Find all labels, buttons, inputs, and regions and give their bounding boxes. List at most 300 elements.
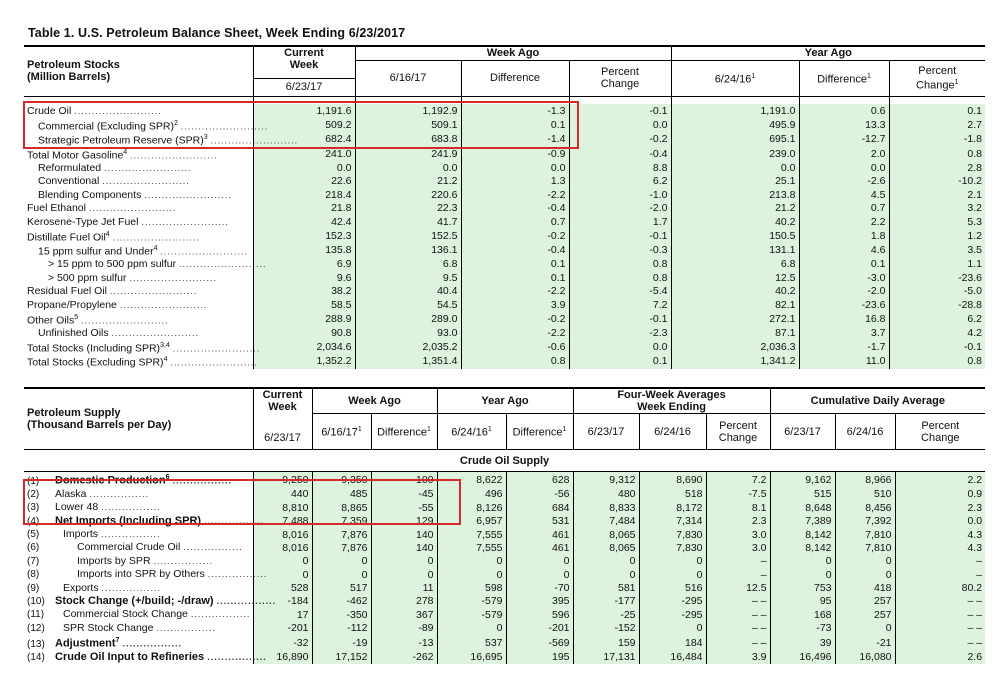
cell-cur: 152.3 [253, 229, 355, 244]
cell-wa: -462 [312, 595, 371, 608]
cell-cu1: 515 [770, 488, 835, 501]
row-label: Reformulated ......................... [38, 161, 192, 174]
cell-cu1: 16,496 [770, 651, 835, 664]
cell-yad: 0.1 [799, 258, 889, 272]
cell-cup: 0.0 [895, 514, 985, 527]
cell-cu1: 753 [770, 581, 835, 594]
cell-wa: 485 [312, 488, 371, 501]
cell-wa: 7,876 [312, 541, 371, 554]
cell-fwp: – – [706, 595, 770, 608]
four-week-header: Four-Week Averages Week Ending [573, 388, 770, 414]
cell-cur: 9.6 [253, 271, 355, 285]
cell-cu2: 418 [835, 581, 895, 594]
cell-yad: -569 [506, 635, 573, 651]
cell-cu2: 7,392 [835, 514, 895, 527]
cell-fw2: 7,830 [639, 528, 706, 541]
cell-wa: 22.3 [355, 202, 461, 216]
row-label: Other Oils$^5$ ......................... [27, 313, 169, 326]
row-label: (10) Stock Change (+/build; -/draw) ................. [27, 594, 277, 607]
cell-cu1: 39 [770, 635, 835, 651]
cell-cup: 4.3 [895, 541, 985, 554]
cell-wa: 509.1 [355, 118, 461, 133]
cell-wap: -0.3 [569, 243, 671, 258]
row-label: (1) Domestic Production$^6$ ................. [27, 474, 233, 487]
cell-ya: 7,555 [437, 528, 506, 541]
cell-wad: -13 [371, 635, 437, 651]
table-row [24, 175, 985, 189]
cell-cu2: 0 [835, 622, 895, 635]
cell-wad: 367 [371, 608, 437, 621]
cell-fw1: 7,484 [573, 514, 639, 527]
cell-ya: 537 [437, 635, 506, 651]
cell-yad: -12.7 [799, 132, 889, 147]
wa-date-header: 6/16/17 [355, 60, 461, 96]
row-label: > 15 ppm to 500 ppm sulfur ......................... [48, 258, 267, 271]
cell-fw1: 8,065 [573, 528, 639, 541]
row-label: (6) Commercial Crude Oil ................. [27, 541, 243, 554]
cell-cup: – – [895, 608, 985, 621]
table-row [24, 188, 985, 202]
cell-yap: 2.8 [889, 161, 985, 175]
cell-cu1: 0 [770, 568, 835, 581]
cell-wa: 220.6 [355, 188, 461, 202]
cell-cur: 42.4 [253, 215, 355, 229]
cell-cu1: 8,142 [770, 541, 835, 554]
cell-wa: 7,876 [312, 528, 371, 541]
cell-cu2: 257 [835, 595, 895, 608]
supply-table [24, 387, 985, 664]
cell-fw2: -295 [639, 595, 706, 608]
cell-yap: 4.2 [889, 326, 985, 340]
cell-yap: 2.7 [889, 118, 985, 133]
cell-wad: -1.4 [461, 132, 569, 147]
cell-ya: 1,341.2 [671, 354, 799, 369]
cell-yad: 628 [506, 472, 573, 488]
current-date-header: 6/23/17 [253, 78, 355, 96]
cell-wap: 0.1 [569, 354, 671, 369]
cell-ya: -579 [437, 595, 506, 608]
cell-yad: 0.0 [799, 161, 889, 175]
cell-fwp: – – [706, 635, 770, 651]
cell-ya: 0 [437, 555, 506, 568]
cell-wa: 0 [312, 568, 371, 581]
supply-header-label: Petroleum Supply (Thousand Barrels per Day) [24, 388, 253, 450]
cell-fw2: 8,172 [639, 501, 706, 514]
row-label: (9) Exports ................. [27, 581, 162, 594]
cell-wa: 241.9 [355, 147, 461, 162]
cell-yap: -23.6 [889, 271, 985, 285]
cell-yad: 195 [506, 651, 573, 664]
cell-yad: -56 [506, 488, 573, 501]
cell-yad: 531 [506, 514, 573, 527]
cell-cur: -201 [253, 622, 312, 635]
cell-cu2: 7,810 [835, 528, 895, 541]
cell-cur: 2,034.6 [253, 340, 355, 355]
cell-wa: 8,865 [312, 501, 371, 514]
cell-wap: -0.4 [569, 147, 671, 162]
cell-wa: 41.7 [355, 215, 461, 229]
cell-yad: 461 [506, 528, 573, 541]
cell-cur: 8,810 [253, 501, 312, 514]
cell-ya: 6.8 [671, 258, 799, 272]
cell-cu1: 9,162 [770, 472, 835, 488]
fw-date2-header: 6/24/16 [639, 414, 706, 450]
cell-wap: -1.0 [569, 188, 671, 202]
cell-wad: -0.2 [461, 229, 569, 244]
cell-wa: -19 [312, 635, 371, 651]
row-label: > 500 ppm sulfur ......................... [48, 271, 217, 284]
cell-fw1: 0 [573, 555, 639, 568]
cell-yad: 395 [506, 595, 573, 608]
cell-wad: 0.7 [461, 215, 569, 229]
cell-wa: 152.5 [355, 229, 461, 244]
cell-fwp: – – [706, 622, 770, 635]
cell-yad: 2.2 [799, 215, 889, 229]
cell-cur: 8,016 [253, 541, 312, 554]
cell-fw2: 16,484 [639, 651, 706, 664]
cell-wad: -2.2 [461, 285, 569, 299]
cell-wap: -2.0 [569, 202, 671, 216]
row-label: (8) Imports into SPR by Others ................. [27, 568, 268, 581]
row-label: 15 ppm sulfur and Under$^4$ ......................... [38, 245, 248, 258]
cell-yap: -1.8 [889, 132, 985, 147]
cell-ya: 21.2 [671, 202, 799, 216]
table-row [24, 285, 985, 299]
cell-cur: 288.9 [253, 312, 355, 327]
cell-wa: 136.1 [355, 243, 461, 258]
cell-fw1: 17,131 [573, 651, 639, 664]
supply-year-ago-header: Year Ago [437, 388, 573, 414]
cell-wap: -0.1 [569, 229, 671, 244]
table-row [24, 271, 985, 285]
cell-wad: -0.6 [461, 340, 569, 355]
table-row [24, 215, 985, 229]
cell-wap: 6.2 [569, 175, 671, 189]
cell-wa: -350 [312, 608, 371, 621]
cell-ya: 131.1 [671, 243, 799, 258]
cell-ya: 213.8 [671, 188, 799, 202]
cell-wap: -0.1 [569, 312, 671, 327]
cell-cu2: 16,080 [835, 651, 895, 664]
cell-wa: 289.0 [355, 312, 461, 327]
cell-ya: 239.0 [671, 147, 799, 162]
cell-cur: 58.5 [253, 298, 355, 312]
table-row [24, 568, 985, 581]
cell-cur: 135.8 [253, 243, 355, 258]
cell-cur: 528 [253, 581, 312, 594]
wa-pct-header: Percent Change [569, 60, 671, 96]
cell-wa: 40.4 [355, 285, 461, 299]
cell-fwp: 7.2 [706, 472, 770, 488]
cell-wa: -112 [312, 622, 371, 635]
cell-wap: 0.8 [569, 271, 671, 285]
cell-yap: 0.8 [889, 354, 985, 369]
table-row [24, 501, 985, 514]
cell-ya: 150.5 [671, 229, 799, 244]
cu-date2-header: 6/24/16 [835, 414, 895, 450]
cell-ya: 0 [437, 622, 506, 635]
cell-fw2: 518 [639, 488, 706, 501]
cell-fwp: 12.5 [706, 581, 770, 594]
cell-ya: 496 [437, 488, 506, 501]
cell-cu1: 168 [770, 608, 835, 621]
cell-wad: 129 [371, 514, 437, 527]
cell-ya: 25.1 [671, 175, 799, 189]
table-row [24, 147, 985, 162]
cell-yap: 3.2 [889, 202, 985, 216]
cell-wad: -0.4 [461, 243, 569, 258]
row-label: (13) Adjustment$^7$ ................. [27, 636, 182, 650]
cell-cu1: -73 [770, 622, 835, 635]
cell-wap: -2.3 [569, 326, 671, 340]
cu-pct-header: Percent Change [895, 414, 985, 450]
cell-wa: 517 [312, 581, 371, 594]
section-title: Crude Oil Supply [24, 450, 985, 472]
cumulative-header: Cumulative Daily Average [770, 388, 985, 414]
cell-yad: -3.0 [799, 271, 889, 285]
cell-wad: -89 [371, 622, 437, 635]
cell-ya: 598 [437, 581, 506, 594]
table-row [24, 243, 985, 258]
cell-wa: 6.8 [355, 258, 461, 272]
cell-yad: -2.6 [799, 175, 889, 189]
row-label: Total Motor Gasoline$^4$ ......................... [27, 148, 218, 161]
cell-ya: 16,695 [437, 651, 506, 664]
cell-cu2: 0 [835, 568, 895, 581]
cell-wad: 0 [371, 568, 437, 581]
cell-fw1: 8,065 [573, 541, 639, 554]
cell-wap: 8.8 [569, 161, 671, 175]
row-label: Kerosene-Type Jet Fuel ......................... [27, 215, 229, 228]
cell-yad: 16.8 [799, 312, 889, 327]
cell-fw2: -295 [639, 608, 706, 621]
cell-cur: 0 [253, 555, 312, 568]
cell-cur: 7,488 [253, 514, 312, 527]
table-row [24, 132, 985, 147]
cell-cup: 2.3 [895, 501, 985, 514]
cell-wa: 0.0 [355, 161, 461, 175]
table-row [24, 514, 985, 527]
table-row [24, 354, 985, 369]
cell-wa: 9.5 [355, 271, 461, 285]
cell-fw1: -152 [573, 622, 639, 635]
cell-cu1: 95 [770, 595, 835, 608]
table-row [24, 161, 985, 175]
ya-date-header: $6/24/16^1$ [671, 60, 799, 96]
cell-cur: 509.2 [253, 118, 355, 133]
stocks-header-label: Petroleum Stocks (Million Barrels) [24, 46, 253, 96]
cell-wad: 0 [371, 555, 437, 568]
cell-yap: 0.1 [889, 104, 985, 118]
current-week-header: Current Week [253, 46, 355, 78]
supply-ya-date-header: $6/24/16^1$ [437, 414, 506, 450]
table-row [24, 104, 985, 118]
table-row [24, 608, 985, 621]
cell-wad: 11 [371, 581, 437, 594]
row-label: Unfinished Oils ......................... [38, 326, 200, 339]
cell-ya: 8,126 [437, 501, 506, 514]
table-row [24, 555, 985, 568]
cell-yad: 0.7 [799, 202, 889, 216]
cell-wad: -0.9 [461, 147, 569, 162]
cell-ya: 495.9 [671, 118, 799, 133]
cell-wap: -5.4 [569, 285, 671, 299]
cell-fwp: 2.3 [706, 514, 770, 527]
cell-cur: 0.0 [253, 161, 355, 175]
cell-cup: – [895, 555, 985, 568]
cell-fwp: 3.0 [706, 541, 770, 554]
cell-ya: 0 [437, 568, 506, 581]
cell-cup: – – [895, 595, 985, 608]
cell-fwp: -7.5 [706, 488, 770, 501]
row-label: Crude Oil ......................... [27, 104, 162, 117]
row-label: (7) Imports by SPR ................. [27, 554, 213, 567]
cell-wad: -262 [371, 651, 437, 664]
supply-current-week-header: Current Week [253, 388, 312, 428]
cell-cup: – – [895, 622, 985, 635]
cell-wa: 9,350 [312, 472, 371, 488]
cell-ya: -579 [437, 608, 506, 621]
row-label: (4) Net Imports (Including SPR) ................. [27, 514, 264, 527]
cell-cu2: 510 [835, 488, 895, 501]
cell-fw2: 184 [639, 635, 706, 651]
cell-ya: 40.2 [671, 285, 799, 299]
cell-wad: 0.1 [461, 271, 569, 285]
table-row [24, 528, 985, 541]
cell-wap: 0.0 [569, 118, 671, 133]
cell-cur: 21.8 [253, 202, 355, 216]
cell-fwp: – [706, 555, 770, 568]
ya-pct-header: Percent Change$^1$ [889, 60, 985, 96]
cell-fwp: 3.9 [706, 651, 770, 664]
cell-cup: 2.6 [895, 651, 985, 664]
cell-yap: 6.2 [889, 312, 985, 327]
cell-wad: -2.2 [461, 326, 569, 340]
table-row [24, 622, 985, 635]
cell-fw2: 0 [639, 555, 706, 568]
cell-ya: 6,957 [437, 514, 506, 527]
cell-cup: – – [895, 635, 985, 651]
cell-cu1: 8,142 [770, 528, 835, 541]
cell-cu2: 257 [835, 608, 895, 621]
cell-wad: -1.3 [461, 104, 569, 118]
row-label: Strategic Petroleum Reserve (SPR)$^3$ ......................... [38, 134, 299, 147]
table-row [24, 298, 985, 312]
table-row [24, 488, 985, 501]
row-label: (5) Imports ................. [27, 528, 161, 541]
cell-fw2: 7,830 [639, 541, 706, 554]
cell-wad: 3.9 [461, 298, 569, 312]
cell-fwp: – – [706, 608, 770, 621]
table-row [24, 595, 985, 608]
row-label: Commercial (Excluding SPR)$^2$ ......................... [38, 119, 269, 132]
cell-yad: 461 [506, 541, 573, 554]
cell-ya: 7,555 [437, 541, 506, 554]
cell-ya: 2,036.3 [671, 340, 799, 355]
cell-wad: -45 [371, 488, 437, 501]
cell-fwp: 3.0 [706, 528, 770, 541]
cell-wa: 54.5 [355, 298, 461, 312]
cell-ya: 8,622 [437, 472, 506, 488]
cell-wad: 0.1 [461, 258, 569, 272]
cell-cu2: 7,810 [835, 541, 895, 554]
row-label: (2) Alaska ................. [27, 487, 149, 500]
supply-ya-diff-header: Difference$^1$ [506, 414, 573, 450]
cell-fwp: 8.1 [706, 501, 770, 514]
cell-cup: 0.9 [895, 488, 985, 501]
cell-ya: 1,191.0 [671, 104, 799, 118]
row-label: Residual Fuel Oil ......................... [27, 285, 198, 298]
cell-yad: 1.8 [799, 229, 889, 244]
cell-yap: -5.0 [889, 285, 985, 299]
ya-diff-header: Difference$^1$ [799, 60, 889, 96]
cell-yap: -0.1 [889, 340, 985, 355]
table-row [24, 635, 985, 651]
table-row [24, 202, 985, 216]
cell-yad: -70 [506, 581, 573, 594]
table-row [24, 651, 985, 664]
cell-wad: 0.8 [461, 354, 569, 369]
row-label: (3) Lower 48 ................. [27, 501, 161, 514]
cell-cur: 9,250 [253, 472, 312, 488]
cell-wad: -0.4 [461, 202, 569, 216]
wa-diff-header: Difference [461, 60, 569, 96]
cell-fwp: – [706, 568, 770, 581]
table-row [24, 229, 985, 244]
cell-yad: 4.6 [799, 243, 889, 258]
cell-cup: 4.3 [895, 528, 985, 541]
cell-yad: 13.3 [799, 118, 889, 133]
cell-wap: 7.2 [569, 298, 671, 312]
fw-pct-header: Percent Change [706, 414, 770, 450]
row-label: Conventional ......................... [38, 175, 190, 188]
cell-yad: -23.6 [799, 298, 889, 312]
cell-cur: 8,016 [253, 528, 312, 541]
cell-cu2: 0 [835, 555, 895, 568]
supply-current-date-header: 6/23/17 [253, 428, 312, 450]
cell-wa: 683.8 [355, 132, 461, 147]
year-ago-header: Year Ago [671, 46, 985, 60]
cell-cur: 1,191.6 [253, 104, 355, 118]
cell-wap: 0.0 [569, 340, 671, 355]
cell-ya: 87.1 [671, 326, 799, 340]
cell-fw2: 0 [639, 568, 706, 581]
cell-wad: 0.1 [461, 118, 569, 133]
cell-wap: -0.2 [569, 132, 671, 147]
cell-wap: -0.1 [569, 104, 671, 118]
cell-cur: 17 [253, 608, 312, 621]
cell-yap: -10.2 [889, 175, 985, 189]
cell-fw1: 581 [573, 581, 639, 594]
week-ago-header: Week Ago [355, 46, 671, 60]
cell-yad: 684 [506, 501, 573, 514]
cell-wa: 2,035.2 [355, 340, 461, 355]
cell-cur: -32 [253, 635, 312, 651]
row-label: Total Stocks (Excluding SPR)$^4$ ......................... [27, 356, 258, 369]
cell-fw1: 8,833 [573, 501, 639, 514]
cell-cur: 682.4 [253, 132, 355, 147]
cell-cu1: 7,389 [770, 514, 835, 527]
cell-fw1: 9,312 [573, 472, 639, 488]
cell-wad: -100 [371, 472, 437, 488]
cell-yad: 3.7 [799, 326, 889, 340]
supply-week-ago-header: Week Ago [312, 388, 437, 414]
cell-yad: -1.7 [799, 340, 889, 355]
cell-cu2: -21 [835, 635, 895, 651]
table-row [24, 541, 985, 554]
cell-wad: -55 [371, 501, 437, 514]
cell-fw1: -177 [573, 595, 639, 608]
